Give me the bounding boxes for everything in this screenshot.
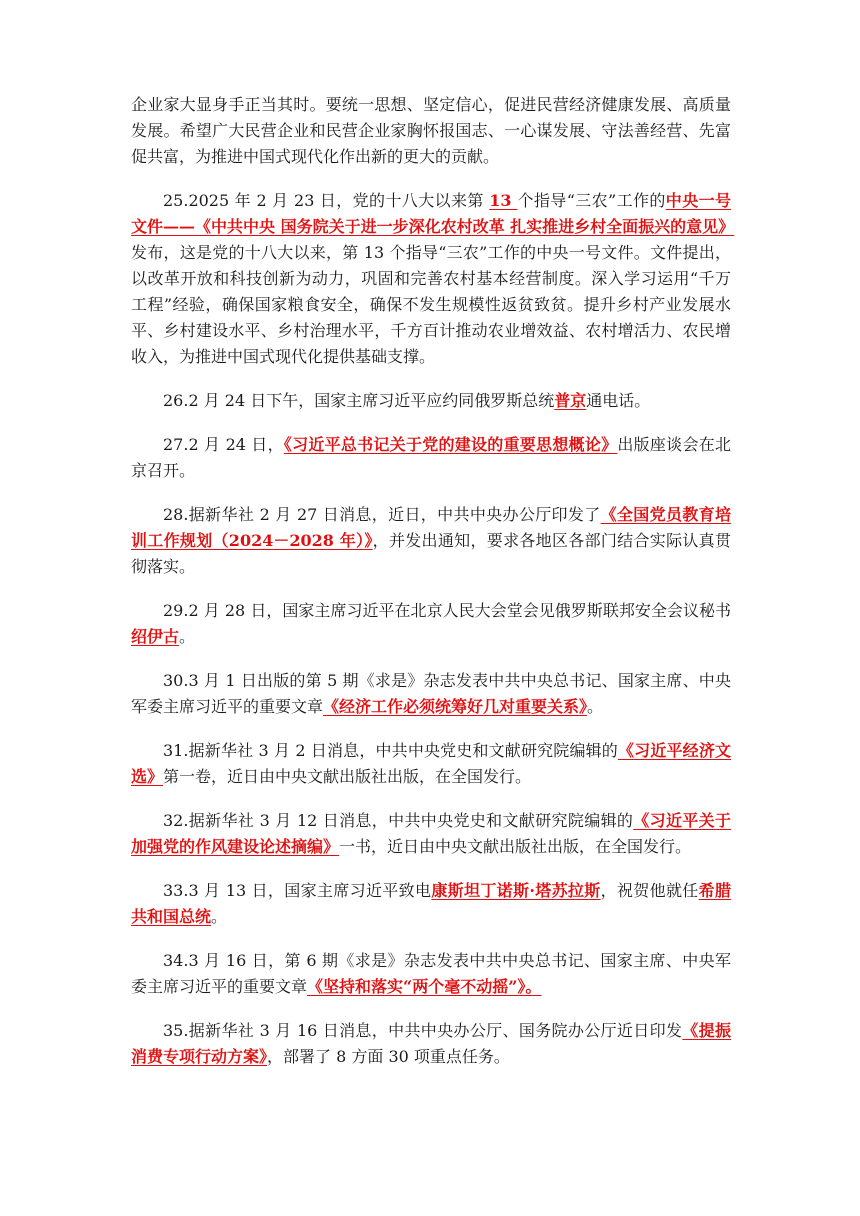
- paragraph-item-31: [131, 738, 731, 790]
- text-segment: 28.据新华社 2 月 27 日消息，近日，中共中央办公厅印发了: [163, 505, 601, 524]
- paragraph-item-33: [131, 878, 731, 930]
- text-segment: 出版座谈会在北京召开。: [131, 435, 731, 480]
- text-segment: ，并发出通知，要求各地区各部门结合实际认真贯彻落实。: [131, 531, 731, 576]
- paragraph-item-32: [131, 808, 731, 860]
- highlighted-text: 《习近平总书记关于党的建设的重要思想概论》: [283, 435, 618, 454]
- highlighted-text: 中央一号文件——《中共中央 国务院关于进一步深化农村改革 扎实推进乡村全面振兴的意见》: [131, 191, 735, 236]
- text-segment: 一书，近日由中央文献出版社出版，在全国发行。: [339, 837, 692, 856]
- text-segment: 25.2025 年 2 月 23 日，党的十八大以来第: [163, 191, 490, 210]
- highlighted-text: 普京: [554, 391, 587, 410]
- highlighted-text: 《提振消费专项行动方案》: [131, 1021, 731, 1066]
- text-segment: 通电话。: [586, 391, 651, 410]
- paragraph-item-28: [131, 502, 731, 580]
- text-segment: 31.据新华社 3 月 2 日消息，中共中央党史和文献研究院编辑的: [163, 741, 618, 760]
- text-segment: 发布，这是党的十八大以来，第 13 个指导“三农”工作的中央一号文件。文件提出，以改革开放和科技创新为动力，巩固和完善农村基本经营制度。深入学习运用“千万工程”经验，确保国家粮食安全，确保不发生规模性返贫致贫。提升乡村产业发展水平、乡村建设水平、乡村治理水平，千方百计推动农业增效益、农村增活力、农民增收入，为推进中国式现代化提供基础支撑。: [131, 243, 731, 366]
- text-segment: 26.2 月 24 日下午，国家主席习近平应约同俄罗斯总统: [163, 391, 555, 410]
- text-segment: 32.据新华社 3 月 12 日消息，中共中央党史和文献研究院编辑的: [163, 811, 634, 830]
- text-segment: 个指导“三农”工作的: [517, 191, 666, 210]
- paragraph-item-34: [131, 948, 731, 1000]
- text-segment: ，祝贺他就任: [600, 881, 699, 900]
- text-segment: 30.3 月 1 日出版的第 5 期《求是》杂志发表中共中央总书记、国家主席、中央军委主席习近平的重要文章: [131, 671, 731, 716]
- text-segment: 34.3 月 16 日，第 6 期《求是》杂志发表中共中央总书记、国家主席、中央军委主席习近平的重要文章: [131, 951, 731, 996]
- text-segment: 。: [211, 907, 228, 926]
- paragraph-item-29: [131, 598, 731, 650]
- highlighted-text: 《习近平经济文选》: [131, 741, 731, 786]
- paragraph-item-25: [131, 188, 735, 370]
- text-segment: 33.3 月 13 日，国家主席习近平致电: [163, 881, 432, 900]
- text-segment: 29.2 月 28 日，国家主席习近平在北京人民大会堂会见俄罗斯联邦安全会议秘书: [163, 601, 731, 620]
- paragraph-intro: [131, 92, 731, 170]
- text-segment: 27.2 月 24 日，: [163, 435, 284, 454]
- text-segment: 。: [587, 697, 604, 716]
- highlighted-text: 《习近平关于加强党的作风建设论述摘编》: [131, 811, 731, 856]
- highlighted-text: 绍伊古: [131, 627, 180, 646]
- highlighted-text: 希腊共和国总统: [131, 881, 731, 926]
- highlighted-text: 13: [489, 191, 518, 210]
- text-segment: 企业家大显身手正当其时。要统一思想、坚定信心，促进民营经济健康发展、高质量发展。希望广大民营企业和民营企业家胸怀报国志、一心谋发展、守法善经营、先富促共富，为推进中国式现代化作出新的更大的贡献。: [131, 95, 731, 166]
- highlighted-text: 康斯坦丁诺斯·塔苏拉斯: [431, 881, 601, 900]
- paragraph-item-26: [131, 388, 731, 414]
- paragraph-item-27: [131, 432, 731, 484]
- text-segment: 35.据新华社 3 月 16 日消息，中共中央办公厅、国务院办公厅近日印发: [163, 1021, 683, 1040]
- text-segment: 。: [179, 627, 196, 646]
- highlighted-text: 《经济工作必须统筹好几对重要关系》: [323, 697, 588, 716]
- paragraph-item-30: [131, 668, 731, 720]
- document-body: [131, 92, 735, 1088]
- text-segment: ，部署了 8 方面 30 项重点任务。: [267, 1047, 510, 1066]
- paragraph-item-35: [131, 1018, 731, 1070]
- highlighted-text: 《全国党员教育培训工作规划（2024－2028 年）》: [131, 505, 731, 550]
- highlighted-text: 《坚持和落实“两个毫不动摇”》。: [307, 977, 542, 996]
- text-segment: 第一卷，近日由中央文献出版社出版，在全国发行。: [163, 767, 532, 786]
